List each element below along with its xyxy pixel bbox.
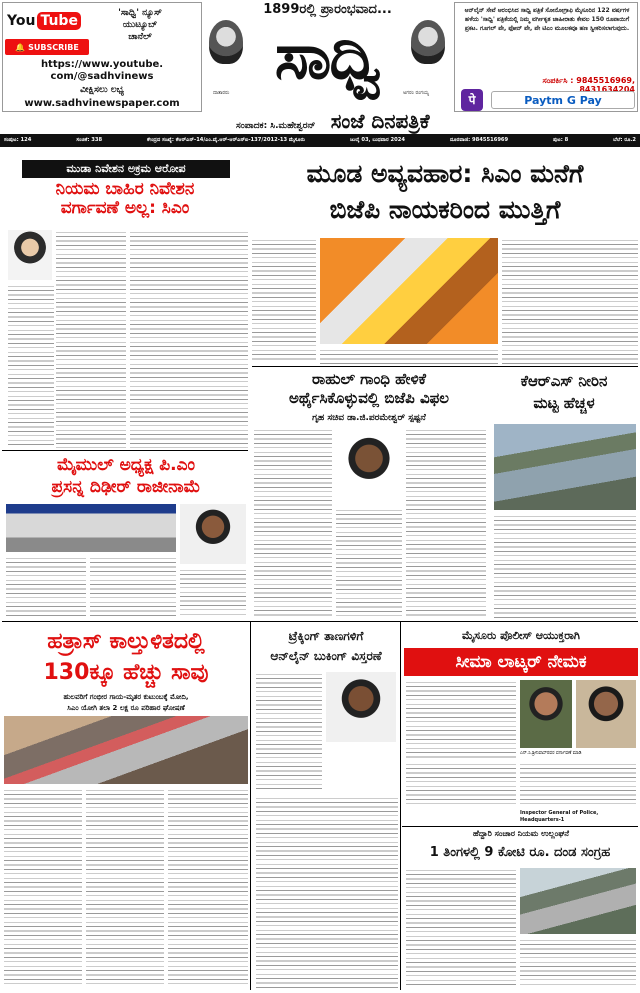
cm-article-body-a [56, 230, 126, 448]
editor-label: ಸಂಪಾದಕ: ಸಿ.ಮಹೇಶ್ವರನ್ [236, 121, 316, 131]
mymul-headline-line-2: ಪ್ರಸನ್ನ ದಿಢೀರ್ ರಾಜೀನಾಮೆ [51, 477, 201, 497]
rahul-article-body-c [406, 428, 486, 618]
minister-photo [326, 672, 396, 742]
youtube-logo-you: You [7, 13, 36, 29]
phonepe-logo: पे [461, 89, 483, 111]
muda-label-text: ಮುಡಾ ನಿವೇಶನ ಅಕ್ರಮ ಆರೋಪ [66, 162, 186, 175]
website-link[interactable]: www.sadhvinewspaper.com [24, 98, 180, 109]
subscribe-button[interactable] [5, 39, 89, 55]
police-article-body-b [406, 762, 516, 808]
police-english-title: Inspector General of Police, Headquarters-1 [520, 810, 599, 823]
lead-headline [252, 156, 638, 234]
lead-article-body-c [502, 238, 638, 364]
youtube-url-line-2: com/@sadhvinews [50, 71, 154, 82]
channel-line-2: ಯುಟ್ಯೂಬ್ [122, 20, 158, 30]
cm-photo [8, 230, 52, 280]
youtube-promo-box [2, 2, 202, 112]
price: ಬೆಲೆ: ರೂ.2 [613, 137, 636, 143]
masthead [205, 2, 450, 110]
mymul-headline [4, 454, 248, 500]
ad-text: ಆನ್‌ಲೈನ್ ಸೇವೆ ಆರಂಭಿಸಿದ ಸಾಧ್ವಿ ಪತ್ರಿಕೆ ಸೋನೋಗ್ರಾಫಿ ಮೈಸೂರಿನ 122 ವರ್ಷಗಳ ಹಳೆಯ 'ಸಾಧ್ವಿ' ಪತ್ರಿಕೆಯಲ್ಲಿ ನಿಮ್ಮ ವರ್ಗೀಕೃತ ಜಾಹೀರಾತು ಕೇವಲ 150 ರೂಪಾಯಿಗೆ ಪ್ರಕಟ. ಗೂಗಲ್ ಪೇ, ಫೋನ್ ಪೇ, ಪೇ ಟಿಎಂ ಮೂಲಕವೂ ಹಣ ಸ್ವೀಕರಿಸಲಾಗುವುದು. [464, 7, 630, 32]
divider [2, 450, 248, 451]
channel-line-3: ಚಾನೆಲ್ [128, 32, 152, 42]
trekking-headline [254, 626, 398, 668]
editor-portrait [411, 20, 445, 64]
trekking-headline-line-2: ಆನ್‌ಲೈನ್ ಬುಕಿಂಗ್ ವಿಸ್ತರಣೆ [270, 649, 382, 663]
mymul-article-body-b [90, 556, 176, 618]
police-article-body-a [406, 680, 516, 758]
rahul-article-body-a [254, 428, 332, 618]
mymul-article-body-c [180, 568, 246, 618]
muda-label [22, 160, 230, 178]
krs-headline [490, 370, 638, 418]
paper-type: ಸಂಜೆ ದಿನಪತ್ರಿಕೆ [330, 109, 430, 133]
divider [250, 622, 251, 990]
cm-headline [2, 180, 248, 224]
channel-line-1: 'ಸಾಧ್ವಿ' ನ್ಯೂಸ್ [118, 8, 162, 18]
date: ಜುಲೈ 03, ಬುಧವಾರ 2024 [349, 137, 405, 143]
police-photo-caption: ಎನ್.ಸಿ.ಶ್ರೀನಿವಾಸ್‌ರವರ ವರ್ಗಾವಣೆ ಮಾಡಿ [520, 751, 582, 756]
hathras-headline [4, 626, 248, 690]
hathras-headline-line-1: ಹತ್ರಾಸ್ ಕಾಲ್ತುಳಿತದಲ್ಲಿ [47, 629, 205, 654]
hathras-headline-line-2: 130ಕ್ಕೂ ಹೆಚ್ಚು ಸಾವು [43, 660, 209, 685]
hathras-article-body-c [168, 788, 248, 988]
divider [252, 366, 638, 367]
lead-article-body-b [320, 348, 498, 364]
cm-headline-line-1: ನಿಯಮ ಬಾಹಿರ ನಿವೇಶನ [55, 180, 195, 199]
cm-article-body-b [8, 284, 54, 448]
police-article-body-c [520, 762, 636, 808]
issue: ಸಂಚಿಕೆ: 338 [76, 137, 103, 143]
highway-photo [520, 868, 636, 934]
traffic-headline: 1 ತಿಂಗಳಲ್ಲಿ 9 ಕೋಟಿ ರೂ. ದಂಡ ಸಂಗ್ರಹ [429, 845, 611, 860]
hathras-subheading-line-2: ಸಿಎಂ ಯೋಗಿ ತಲಾ 2 ಲಕ್ಷ ರೂ ಪರಿಹಾರ ಘೋಷಣೆ [67, 704, 185, 712]
rahul-headline-line-2: ಅರ್ಥೈಸಿಕೊಳ್ಳುವಲ್ಲಿ ಬಿಜೆಪಿ ವಿಫಲ [288, 389, 449, 407]
phone: ದೂರವಾಣಿ: 9845516969 [449, 137, 509, 143]
srinivas-photo [576, 680, 636, 748]
pages: ಪುಟ: 8 [553, 137, 569, 143]
registration: ಕೇಂದ್ರದ ಸಂಖ್ಯೆ: ಕೆಆರ್‌ಎನ್-14/ಎಂ.ವೈ.ಆರ್-ಆರ್‌ಎನ್‌ಐ-137/2012-13 ಮೈಸೂರು [147, 137, 306, 143]
mymul-article-body-a [6, 556, 86, 618]
trekking-headline-line-1: ಟ್ರೆಕ್ಕಿಂಗ್ ತಾಣಗಳಿಗೆ [288, 629, 364, 643]
rahul-headline [254, 370, 484, 410]
ad-contact-label: ಸಂಪರ್ಕಿಸಿ : [542, 76, 574, 85]
rahul-article-body-b [336, 508, 402, 618]
trekking-article-body-a [256, 672, 322, 792]
traffic-label: ಹೆದ್ದಾರಿ ಸಂಚಾರ ನಿಯಮ ಉಲ್ಲಂಘನೆ [473, 829, 569, 838]
trekking-article-body-b [256, 796, 398, 988]
divider [400, 622, 401, 990]
divider [2, 621, 638, 622]
hathras-subheading-line-1: ಹುಲವರಿಗೆ ಗಂಭೀರ ಗಾಯ-ಮೃತರ ಕುಟುಂಬಕ್ಕೆ ಮೋದಿ, [63, 693, 189, 701]
rahul-headline-line-1: ರಾಹುಲ್ ಗಾಂಧಿ ಹೇಳಿಕೆ [311, 370, 426, 388]
police-headline: ಸೀಮಾ ಲಾಟ್ಕರ್ ನೇಮಕ [404, 648, 638, 676]
seema-latkar-photo [520, 680, 572, 748]
info-bar [0, 134, 640, 147]
traffic-article-body-b [520, 938, 636, 988]
youtube-url[interactable] [7, 59, 197, 83]
visit-label: ವೀಕ್ಷಿಸಲು ಲಭ್ಯ [80, 85, 124, 95]
krs-article-body [494, 514, 636, 618]
ad-number-2: 8431634204 [579, 85, 635, 94]
subscribe-label: SUBSCRIBE [28, 42, 79, 52]
payment-logos: Paytm G Pay [491, 91, 635, 109]
police-label: ಮೈಸೂರು ಪೊಲೀಸ್ ಆಯುಕ್ತರಾಗಿ [462, 629, 580, 642]
lead-headline-line-2: ಬಿಜೆಪಿ ನಾಯಕರಿಂದ ಮುತ್ತಿಗೆ [329, 195, 561, 224]
krs-headline-line-2: ಮಟ್ಟ ಹೆಚ್ಚಳ [533, 394, 595, 412]
ad-number-1: 9845516969, [576, 76, 635, 85]
youtube-channel-label [85, 7, 195, 43]
traffic-article-body-a [406, 868, 516, 988]
since-line: 1899ರಲ್ಲಿ ಪ್ರಾರಂಭವಾದ... [263, 2, 392, 17]
volume: ಸಂಪುಟ: 124 [4, 137, 32, 143]
cm-article-body-c [130, 230, 248, 448]
hathras-article-body-b [86, 788, 164, 988]
hathras-photo [4, 716, 248, 784]
mymul-headline-line-1: ಮೈಮುಲ್ ಅಧ್ಯಕ್ಷ ಪಿ.ಎಂ [56, 455, 196, 475]
krs-dam-photo [494, 424, 636, 510]
cm-headline-line-2: ವರ್ಗಾವಣೆ ಅಲ್ಲ: ಸಿಎಂ [60, 197, 190, 218]
lead-headline-line-1: ಮೂಡ ಅವ್ಯವಹಾರ: ಸಿಎಂ ಮನೆಗೆ [306, 159, 584, 188]
lead-article-body-a [252, 238, 316, 360]
hathras-article-body-a [4, 788, 82, 988]
prasanna-photo [180, 504, 246, 564]
mymul-building-photo [6, 504, 176, 552]
youtube-logo [7, 9, 78, 33]
youtube-logo-tube: Tube [37, 12, 81, 30]
newspaper-logo: ಸಾಧ್ವಿ [274, 19, 381, 94]
rahul-subheading: ಗೃಹ ಸಚಿವ ಡಾ.ಜಿ.ಪರಮೇಶ್ವರ್ ಸ್ಪಷ್ಟನೆ [312, 413, 426, 423]
bell-icon: 🔔 [15, 42, 26, 52]
founder-caption: ದಾತಾರರು [213, 90, 230, 96]
parameshwar-photo [336, 428, 402, 504]
youtube-url-line-1: https://www.youtube. [40, 59, 164, 70]
divider [402, 826, 638, 827]
editor-portrait-caption: ಅಗರಂ ರಂಗಯ್ಯ [403, 90, 430, 96]
online-service-ad [454, 2, 638, 112]
krs-headline-line-1: ಕೆಆರ್‌ಎಸ್ ನೀರಿನ [520, 372, 608, 390]
hathras-subheading [4, 692, 248, 714]
editor-line [236, 110, 640, 132]
bjp-protest-photo [320, 238, 498, 344]
